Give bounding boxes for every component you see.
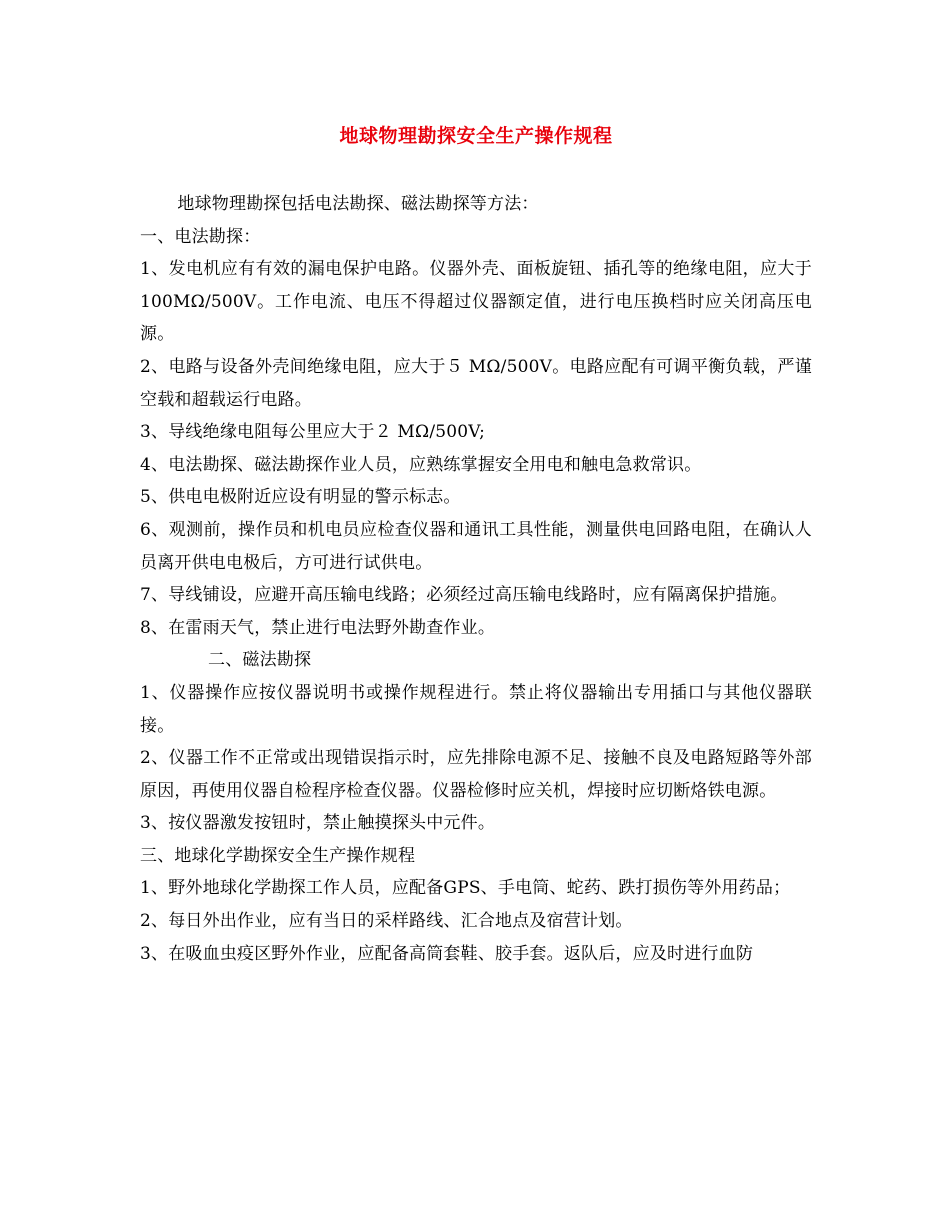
- magnetic-item-2: 2、仪器工作不正常或出现错误指示时，应先排除电源不足、接触不良及电路短路等外部原因，再使用仪器自检程序检查仪器。仪器检修时应关机，焊接时应切断烙铁电源。: [140, 748, 812, 801]
- section-heading-geochemical: 三、地球化学勘探安全生产操作规程: [140, 845, 416, 866]
- document-title: 地球物理勘探安全生产操作规程: [339, 125, 613, 147]
- electrical-item-6: 6、观测前，操作员和机电员应检查仪器和通讯工具性能，测量供电回路电阻，在确认人员离开供电电极后，方可进行试供电。: [140, 519, 812, 573]
- geochemical-item-1: 1、野外地球化学勘探工作人员，应配备GPS、手电筒、蛇药、跌打损伤等外用药品；: [140, 878, 791, 899]
- electrical-item-4: 4、电法勘探、磁法勘探作业人员，应熟练掌握安全用电和触电急救常识。: [140, 454, 702, 475]
- section-heading-electrical: 一、电法勘探：: [140, 226, 261, 247]
- intro-paragraph: 地球物理勘探包括电法勘探、磁法勘探等方法：: [177, 194, 539, 214]
- magnetic-item-3: 3、按仪器激发按钮时，禁止触摸探头中元件。: [140, 813, 496, 834]
- document-page: [140, 118, 812, 970]
- electrical-item-7: 7、导线铺设，应避开高压输电线路；必须经过高压输电线路时，应有隔离保护措施。: [140, 585, 788, 606]
- electrical-item-2: 2、电路与设备外壳间绝缘电阻，应大于５ MΩ/500V。电路应配有可调平衡负载，严谨空载和超载运行电路。: [140, 356, 812, 410]
- geochemical-item-3: 3、在吸血虫疫区野外作业，应配备高筒套鞋、胶手套。返队后，应及时进行血防: [140, 943, 754, 964]
- electrical-item-8: 8、在雷雨天气，禁止进行电法野外勘查作业。: [140, 617, 496, 638]
- section-heading-magnetic: 二、磁法勘探: [208, 650, 312, 671]
- electrical-item-5: 5、供电电极附近应设有明显的警示标志。: [140, 487, 461, 508]
- electrical-item-1: 1、发电机应有有效的漏电保护电路。仪器外壳、面板旋钮、插孔等的绝缘电阻，应大于100MΩ/500V。工作电流、电压不得超过仪器额定值，进行电压换档时应关闭高压电源。: [140, 259, 812, 345]
- geochemical-item-2: 2、每日外出作业，应有当日的采样路线、汇合地点及宿营计划。: [140, 911, 633, 932]
- electrical-item-3: 3、导线绝缘电阻每公里应大于２ MΩ/500V;: [140, 422, 485, 443]
- magnetic-item-1: 1、仪器操作应按仪器说明书或操作规程进行。禁止将仪器输出专用插口与其他仪器联接。: [140, 682, 812, 736]
